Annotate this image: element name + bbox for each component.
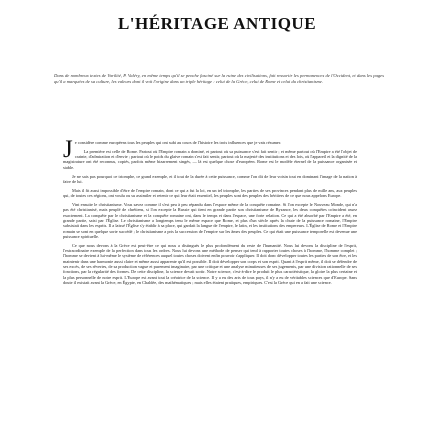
body-paragraph-4: Mais il fit aussi impossible d'être de l'empire romain, dont ce qui a fut la loi, en un tel triomphe, les parties de ses provinces pendant plus de mille ans, aux peuples qui, de toutes ces régions, ont voulu ou su assimiler et retenir ce qui leur était essentiel, les peuples sont des peuples des héritiers de ce que nous appelons Europe. [63, 187, 357, 199]
intro-text: Dans de nombreux textes de Varilité, P. Valéry, en même temps qu'il se penche fasciné sur la ruine des civilisations, fait ressortir les permanences de l'Occident, et dans les pages qu'il a marquées de sa culture, les valeurs dont il voit l'origine dans un triple héritage : celui de la Grèce, celui de Rome et celui du christianisme. [54, 73, 384, 84]
body-text [63, 136, 357, 289]
page-title: L'HÉRITAGE ANTIQUE [117, 14, 317, 33]
body-paragraph-1-text: e considère comme européens tous les peuples qui ont subi au cours de l'histoire les trois influences que je vais résumer. [74, 140, 282, 145]
intro-paragraph [54, 73, 384, 84]
drop-cap: J [63, 136, 73, 163]
body-paragraph-5: Vint ensuite le christianisme. Vous savez comme il s'est peu à peu répandu dans l'espace même de la conquête romaine. Si l'on excepte le Nouveau Monde, qui n'a pas été christianisé, mais peuplé de chrétiens, si l'on excepte la Russie qui tient en grande partie son christianisme de Byzance, les deux conquêtes coïncident assez exactement. La conquête par le christianisme et la conquête romaine ont, dans le temps et dans l'espace, une forte relation. Ce qui a été absorbé par l'Empire a été, en grande partie, saisi par l'Église. Le christianisme a longtemps tenu le même espace que Rome, et plus d'un siècle après la chute de la puissance romaine, l'Empire subsistait dans les esprits. Il a laissé l'Église s'y établir à sa place, qui gardait la langue de l'empire, le latin, et les institutions des empereurs. L'Église de Rome et l'Empire romain se sont en quelque sorte succédé ; le christianisme a pris la succession de l'empire sur les âmes des peuples. Ce qui était une puissance temporelle est devenue une puissance spirituelle. [63, 202, 357, 239]
body-paragraph-6: Ce que nous devons à la Grèce est peut-être ce qui nous a distingués le plus profondément du reste de l'humanité. Nous lui devons la discipline de l'esprit, l'extraordinaire exemple de la perfection dans tous les ordres. Nous lui devons une méthode de penser qui tend à rapporter toutes choses à l'homme, l'homme complet ; l'homme se devient à lui-même le système de références auquel toutes choses doivent enfin pouvoir s'appliquer. Il doit donc développer toutes les parties de son être, et les maintenir dans une harmonie aussi claire et même aussi apparente qu'il est possible. Il doit développer son corps et son esprit. Quant à l'esprit même, il doit se défendre de ses excès, de ses rêveries, de sa production vague et purement imaginaire, par une critique et une analyse minutieuses de ses jugements, par une division rationnelle de ses fonctions, par la régularité des formes. De cette discipline, la science devait sortir. Notre science, c'est-à-dire le produit le plus caractéristique, la gloire la plus certaine et la plus personnelle de notre esprit. L'Europe est avant tout la créatrice de la science. Il y a eu des arts de tous pays, il n'y a eu de véritables sciences que d'Europe. Sans doute il existait avant la Grèce, en Égypte, en Chaldée, des mathématiques ; mais elles étaient pratiques, empiriques. C'est la Grèce qui en a fait une science. [63, 242, 357, 285]
body-paragraph-2: La première est celle de Rome. Partout où l'Empire romain a dominé, et partout où sa puissance s'est fait sentir ; et même partout où l'Empire a été l'objet de crainte, d'admiration et d'envie ; partout où le poids du glaive romain s'est fait sentir, partout où la majesté des institutions et des lois, où l'appareil et la dignité de la magistrature ont été reconnus, copiés, parfois même bizarrement singés, — là est quelque chose d'européen. Rome est le modèle éternel de la puissance organisée et stable. [63, 148, 357, 170]
body-paragraph-3: Je ne sais pas pourquoi ce triomphe, ce grand exemple, et il tout de la durée à cette puissance, comme l'on dit de leur voisin tout en dominant l'image de la nation à faire de lui. [63, 173, 357, 184]
